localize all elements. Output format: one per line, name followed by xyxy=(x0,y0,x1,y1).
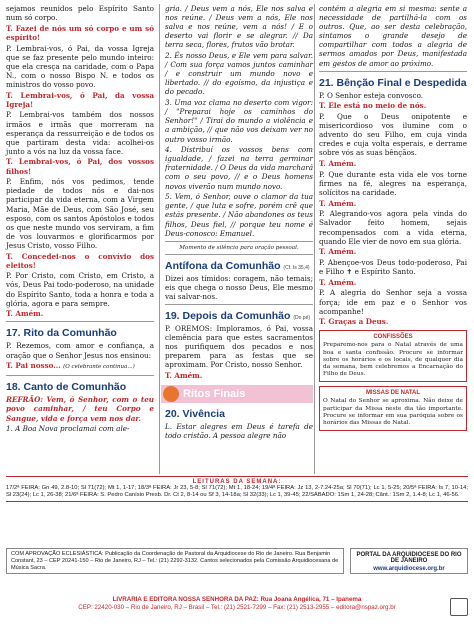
readings-title: LEITURAS DA SEMANA: xyxy=(192,479,282,485)
section-title-depois-comunhao: 19. Depois da Comunhão xyxy=(165,310,291,322)
response-text: T. Amém. xyxy=(319,277,357,287)
column-separator xyxy=(159,4,160,474)
box-text: Preparemo-nos para o Natal através de uma boa e santa confissão. Procure se informar sobre os horários e os locais, de qualquer dia da semana, bem celebremos a Encarnação do Filho de Deus. xyxy=(323,342,463,378)
response-text: T. Fazei de nós um só corpo e um só espírito! xyxy=(6,23,154,42)
box-text: O Natal do Senhor se aproxima. Não deixe de participar da Missa neste dia tão importante. Procure se informar em sua paróquia sobre os horários das Missas de Natal. xyxy=(323,398,463,427)
response-text: T. Graças a Deus. xyxy=(319,317,389,327)
banner-title: Ritos Finais xyxy=(183,388,246,401)
prayer-text: P. Alegrando-vos agora pela vinda do Salvador feito homem, sejais recompensados com a vida eterna, quando Ele vier de novo em sua glória. xyxy=(319,209,467,246)
divider xyxy=(319,71,467,72)
column-middle xyxy=(165,4,313,442)
prayer-text: P. OREMOS: Imploramos, ó Pai, vossa clemência para que estes sacramentos nos purifiquem dos pecados e nos preparem para as festas que se aproximam. Por Cristo, nosso Senhor. xyxy=(165,324,313,370)
column-right xyxy=(319,4,467,431)
verse-text: gria. / Deus vem a nós, Ele nos salva e nos reúne. / Deus vem a nós, Ele nos salva e nos reúne, vem a nós! / E o deserto vai florir e se alegrar. // Da terra seca, flores, frutos vão brotar. xyxy=(165,4,313,50)
antiphon-text: Dizei aos tímidos: coragem, não temais; eis que chega o nosso Deus, Ele mesmo vai salvar-nos. xyxy=(165,273,313,301)
prayer-text: P. O Senhor esteja convosco. xyxy=(319,90,424,100)
box-title: MISSAS DE NATAL xyxy=(365,390,421,397)
scripture-ref: (Cf. Is 35,4) xyxy=(283,264,310,271)
approval-section xyxy=(6,548,468,574)
section-title-vivencia: 20. Vivência xyxy=(165,408,225,421)
bookshop-info xyxy=(6,596,468,612)
prayer-text: P. Que o Deus onipotente e misericordioso vos ilumine com o advento do seu Filho, em cuja vinda credes e cuja volta esperais, e derrame sobre vós as suas bênçãos. xyxy=(319,112,467,158)
readings-text: 17/2ª FEIRA: Gn 49, 2.8-10; Sl 71(72); Mt 1, 1-17; 18/3ª FEIRA: Jr 23, 5-8; Sl 71(72); Mt 1, 18-24; 19/4ª FEIRA: Jz 13, 2-7.24-25a; Sl 70(71); Lc 1, 5-25; 20/5ª FEIRA: Is 7, 10-14; Sl 23(24); Lc 1, 26-38; 21/6ª FEIRA: S. Pedro Canísio Presb. Dr. Ct 2, 8-14 ou Sf 3, 14-18a; Sl 32(33); Lc 1, 39-45; 22/SÁBADO: 1Sm 1, 24-28; Cânt.: 1Sm 2, 1.4-8; Lc 1, 46-56. xyxy=(6,485,468,499)
divider xyxy=(6,321,154,322)
rubric-note: (O celebrante continua...) xyxy=(63,364,135,371)
prayer-text: P. Lembrai-vos também dos nossos irmãos e irmãs que morreram na esperança da ressurreição e de todos os que partiram desta vida: acolhei-os junto a vós na luz da vossa face. xyxy=(6,110,154,156)
response-text: T. Amém. xyxy=(319,247,357,257)
response-text: T. Pai nosso... xyxy=(6,361,61,371)
confissoes-box xyxy=(319,330,467,382)
divider xyxy=(6,375,154,376)
section-title-rito-comunhao: 17. Rito da Comunhão xyxy=(6,327,117,340)
ritos-finais-banner xyxy=(161,385,313,403)
approval-text: COM APROVAÇÃO ECLESIÁSTICA: Publicação da Coordenação de Pastoral da Arquidiocese do Rio de Janeiro. Rua Benjamin Constant, 23 – CEP 20241-150 – Rio de Janeiro, RJ – Tel.: (21) 2292-3132. Cantos selecionados pela Comissão Arquidiocesana de Música Sacra. xyxy=(6,548,344,574)
divider xyxy=(165,304,313,305)
prayer-text: P. Que durante esta vida ele vos torne firmes na fé, alegres na esperança, solícitos na caridade. xyxy=(319,169,467,197)
response-text: T. Amém. xyxy=(319,198,357,208)
response-text: T. Amém. xyxy=(165,371,203,381)
prayer-text: sejamos reunidos pelo Espírito Santo num só corpo. xyxy=(6,4,154,23)
prayer-text: P. Lembrai-vos, ó Pai, da vossa Igreja que se faz presente pelo mundo inteiro: que ela cresça na caridade, com o Papa N., com o nosso Bispo N. e todos os ministros do vosso povo. xyxy=(6,43,154,89)
verse-text: 4. Distribuí os vossos bens com igualdade, / fazei na terra germinar fraternidade. / O Deus da vida marchará com o seu povo, // e o Deus homens novos viverão num mundo novo. xyxy=(165,145,313,191)
verse-text: 1. A Boa Nova proclamai com ale- xyxy=(6,424,130,434)
column-separator xyxy=(314,4,315,474)
response-text: T. Lembrai-vos, ó Pai, da vossa Igreja! xyxy=(6,90,154,109)
verse-text: 2. És nosso Deus, e Ele vem para salvar. / Com sua força vamos juntos caminhar / e construir um mundo novo e libertado. // do egoísmo, da injustiça e do pecado. xyxy=(165,51,313,97)
response-text: T. Concedei-nos o convívio dos eleitos! xyxy=(6,251,154,270)
section-title-canto-comunhao: 18. Canto de Comunhão xyxy=(6,381,127,394)
column-left xyxy=(6,4,154,435)
reflection-text: contém a alegria em si mesma: sente a necessidade de partilhá-la com os outros. Que, ao ser desta celebração, sintamos o grande desejo de compartilhar com todos a alegria de sermos amados por Deus, manifestada em gestos de amor ao próximo. xyxy=(319,4,467,68)
publisher-logo xyxy=(450,598,468,616)
response-text: T. Ele está no meio de nós. xyxy=(319,101,427,111)
portal-box xyxy=(350,548,468,574)
section-title-antifona: Antífona da Comunhão xyxy=(165,259,281,272)
section-title-bencao-final: 21. Bênção Final e Despedida xyxy=(319,76,467,89)
response-text: T. Lembrai-vos, ó Pai, dos vossos filhos! xyxy=(6,157,154,176)
portal-title: PORTAL DA ARQUIDIOCESE DO RIO DE JANEIRO xyxy=(356,552,462,564)
box-title: CONFISSÕES xyxy=(373,334,413,341)
prayer-text: P. A alegria do Senhor seja a vossa força; ide em paz e o Senhor vos acompanhe! xyxy=(319,288,467,316)
silence-note: Momento de silêncio para oração pessoal. xyxy=(179,244,299,251)
response-text: T. Amém. xyxy=(319,159,357,169)
prayer-text: P. Enfim, nós vos pedimos, tende piedade de todos nós e dai-nos participar da vida eterna, com a Virgem Maria, Mãe de Deus, com São José, seu esposo, com os santos Apóstolos e todos os que neste mundo vos serviram, a fim de vos louvarmos e glorificarmos por Jesus Cristo, vosso Filho. xyxy=(6,177,154,250)
divider xyxy=(165,254,313,255)
posture-note: (Do pé) xyxy=(293,315,311,321)
reflection-text: L. Estar alegres em Deus é tarefa de todo cristão. A pessoa alegre não xyxy=(165,422,313,441)
missas-natal-box xyxy=(319,386,467,431)
verse-text: 5. Vem, ó Senhor, ouve o clamor da tua gente, / que luta e sofre, porém crê que estás presente. / Não abandones os teus filhos, Deus fiel, // porque teu nome é Deus-conosco: Emanuel. xyxy=(165,192,313,238)
bookshop-line-1: LIVRARIA E EDITORA NOSSA SENHORA DA PAZ: Rua Joana Angélica, 71 – Ipanema xyxy=(112,596,362,603)
prayer-text: P. Por Cristo, com Cristo, em Cristo, a vós, Deus Pai todo-poderoso, na unidade do Espírito Santo, toda a honra e toda a glória, agora e para sempre. xyxy=(6,271,154,308)
bookshop-line-2: CEP: 22420-030 – Rio de Janeiro, RJ – Brasil – Tel.: (21) 2521-7299 – Fax: (21) 2513-2955 – editora@nspaz.org.br xyxy=(78,603,396,611)
verse-text: 3. Uma voz clama no deserto com vigor: / "Preparai hoje os caminhos do Senhor!" / Tirai do mundo a violência e a ambição, // que não vos deixam ver no outro vosso irmão. xyxy=(165,98,313,144)
prayer-text: P. Abençoe-vos Deus todo-poderoso, Pai e Filho ✝ e Espírito Santo. xyxy=(319,258,467,277)
divider xyxy=(165,241,313,242)
response-text: T. Amém. xyxy=(6,309,44,319)
flame-icon xyxy=(163,386,179,402)
refrain-text: REFRÃO: Vem, ó Senhor, com o teu povo caminhar, / teu Corpo e Sangue, vida e força vem nos dar. xyxy=(6,395,154,423)
prayer-text: P. Rezemos, com amor e confiança, a oração que o Senhor Jesus nos ensinou: xyxy=(6,341,154,360)
readings-section xyxy=(6,476,468,502)
portal-url[interactable]: www.arquidiocese.org.br xyxy=(373,566,445,572)
